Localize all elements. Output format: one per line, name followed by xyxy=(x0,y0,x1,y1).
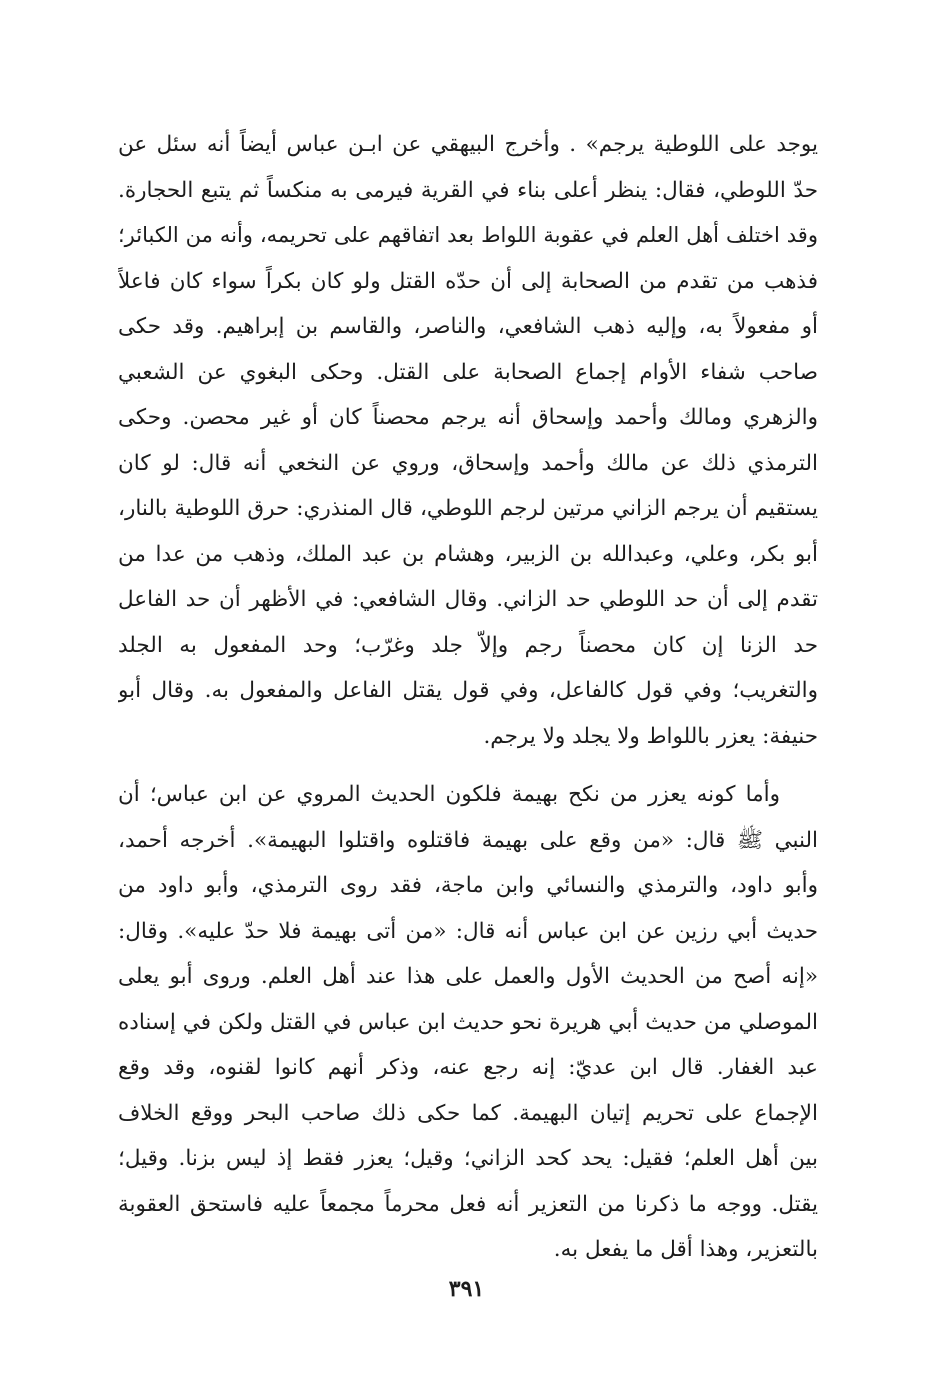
text-line: أبو بكر، وعلي، وعبدالله بن الزبير، وهشام بن عبد الملك، وذهب من عدا من xyxy=(118,541,818,567)
text-line: بالتعزير، وهذا أقل ما يفعل به. xyxy=(553,1237,818,1262)
text-line: صاحب شفاء الأوام إجماع الصحابة على القتل. وحكى البغوي عن الشعبي xyxy=(118,359,818,385)
text-line: حديث أبي رزين عن ابن عباس أنه قال: «من أتى بهيمة فلا حدّ عليه». وقال: xyxy=(118,918,818,944)
page-number: ٣٩١ xyxy=(448,1276,485,1302)
text-line: وأما كونه يعزر من نكح بهيمة فلكون الحديث المروي عن ابن عباس؛ أن xyxy=(118,782,780,807)
text-line: الموصلي من حديث أبي هريرة نحو حديث ابن عباس في القتل ولكن في إسناده xyxy=(118,1009,818,1035)
text-line: حنيفة: يعزر باللواط ولا يجلد ولا يرجم. xyxy=(483,723,818,749)
text-line: أو مفعولاً به، وإليه ذهب الشافعي، والناصر، والقاسم بن إبراهيم. وقد حكى xyxy=(118,314,818,339)
text-line: وقد اختلف أهل العلم في عقوبة اللواط بعد اتفاقهم على تحريمه، وأنه من الكبائر؛ xyxy=(118,223,818,247)
text-line: والزهري ومالك وأحمد وإسحاق أنه يرجم محصناً كان أو غير محصن. وحكى xyxy=(118,405,818,430)
text-line: والتغريب؛ وفي قول كالفاعل، وفي قول يقتل الفاعل والمفعول به. وقال أبو xyxy=(118,678,818,703)
text-line: يستقيم أن يرجم الزاني مرتين لرجم اللوطي، قال المنذري: حرق اللوطية بالنار، xyxy=(118,496,818,521)
text-line: عبد الغفار. قال ابن عديّ: إنه رجع عنه، وذكر أنهم كانوا لقنوه، وقد وقع xyxy=(118,1055,818,1080)
text-line: حدّ اللوطي، فقال: ينظر أعلى بناء في القرية فيرمى به منكساً ثم يتبع الحجارة. xyxy=(118,177,818,203)
paragraph-2 xyxy=(118,772,818,1273)
text-line: فذهب من تقدم من الصحابة إلى أن حدّه القتل ولو كان بكراً سواء كان فاعلاً xyxy=(118,268,818,294)
text-line: بين أهل العلم؛ فقيل: يحد كحد الزاني؛ وقيل؛ يعزر فقط إذ ليس بزنا. وقيل؛ xyxy=(118,1146,818,1171)
text-line: تقدم إلى أن حد اللوطي حد الزاني. وقال الشافعي: في الأظهر أن حد الفاعل xyxy=(118,587,818,612)
text-line: الترمذي ذلك عن مالك وأحمد وإسحاق، وروي عن النخعي أنه قال: لو كان xyxy=(118,450,818,476)
text-line: وأبو داود، والترمذي والنسائي وابن ماجة، فقد روى الترمذي، وأبو داود من xyxy=(118,873,818,898)
text-line: حد الزنا إن كان محصناً رجم وإلاّ جلد وغرّب؛ وحد المفعول به الجلد xyxy=(118,632,818,658)
text-line: يقتل. ووجه ما ذكرنا من التعزير أنه فعل محرماً مجمعاً عليه فاستحق العقوبة xyxy=(118,1191,818,1217)
text-line: الإجماع على تحريم إتيان البهيمة. كما حكى ذلك صاحب البحر ووقع الخلاف xyxy=(118,1100,818,1126)
paragraph-1 xyxy=(118,122,818,759)
text-line: يوجد على اللوطية يرجم» . وأخرج البيهقي عن ابـن عباس أيضاً أنه سئل عن xyxy=(118,132,818,157)
text-line: النبي ﷺ قال: «من وقع على بهيمة فاقتلوه واقتلوا البهيمة». أخرجه أحمد، xyxy=(118,827,818,853)
text-line: «إنه أصح من الحديث الأول والعمل على هذا عند أهل العلم. وروى أبو يعلى xyxy=(118,964,818,989)
